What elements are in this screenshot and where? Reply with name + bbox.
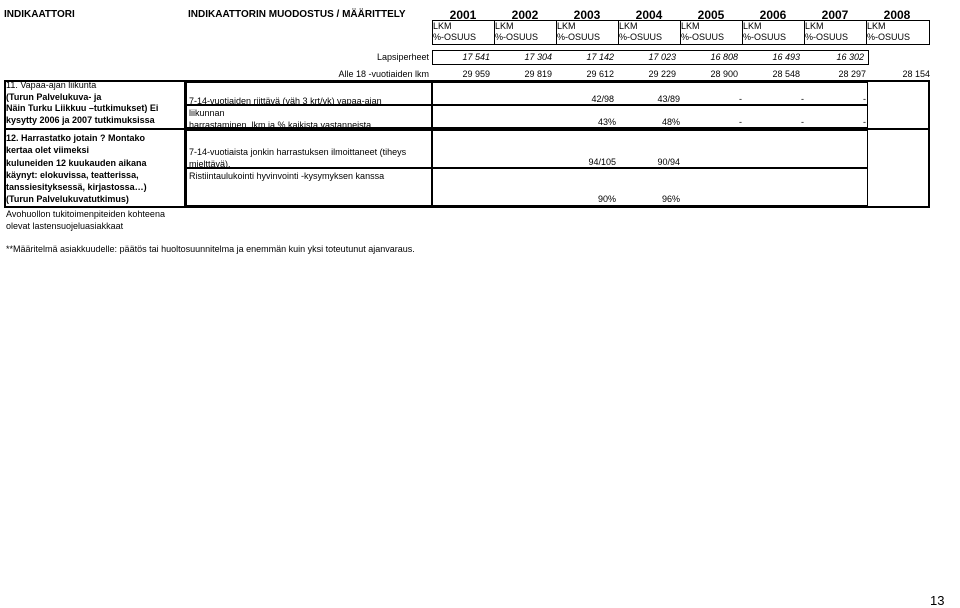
osuus-label: %-OSUUS [495, 32, 539, 42]
s12-definition-line: 7-14-vuotiaista jonkin harrastuksen ilmoittaneet (tiheys [189, 147, 407, 157]
year-2004: 2004 [635, 8, 663, 22]
s11-value: 43/89 [657, 94, 680, 104]
year-2001: 2001 [449, 8, 477, 22]
header-rule-top [432, 20, 930, 21]
s12-definition-line: Ristiintaulukointi hyvinvointi -kysymyksen kanssa [189, 171, 385, 181]
lkm-label: LKM [681, 21, 700, 31]
s11-indicator-text [6, 80, 158, 126]
year-2007: 2007 [821, 8, 849, 22]
lapsiperheet-label: Lapsiperheet [376, 52, 429, 62]
subheader-2005 [681, 21, 724, 43]
subheader-2006 [743, 21, 786, 43]
s12-definition [189, 146, 406, 182]
subheader-2002 [495, 21, 538, 43]
indicator-column-header: INDIKAATTORI [4, 9, 75, 20]
lapsiperheet-value: 16 808 [710, 52, 738, 62]
s11-value: 43% [597, 117, 616, 127]
footnote: **Määritelmä asiakkuudelle: päätös tai huoltosuunnitelma ja enemmän kuin yksi toteutunut ajanvaraus. [6, 244, 415, 254]
s12-indicator-text [6, 132, 147, 206]
header-divider [680, 20, 681, 44]
s12-value: 90/94 [657, 157, 680, 167]
year-2008: 2008 [883, 8, 911, 22]
s12-indicator-line: kertaa olet viimeksi [6, 145, 90, 156]
alle18-value: 29 819 [524, 69, 552, 79]
s12-indicator-line: kuluneiden 12 kuukauden aikana [6, 157, 147, 168]
year-2005: 2005 [697, 8, 725, 22]
alle18-value: 28 297 [838, 69, 866, 79]
alle18-value: 28 900 [710, 69, 738, 79]
lapsiperheet-value: 16 493 [772, 52, 800, 62]
year-2003: 2003 [573, 8, 601, 22]
lkm-label: LKM [619, 21, 638, 31]
s11-definition [189, 95, 382, 131]
s11-definition-line: 7-14-vuotiaiden riittävä (väh 3 krt/vk) vapaa-ajan [189, 96, 382, 106]
subheader-2003 [557, 21, 600, 43]
year-2002: 2002 [511, 8, 539, 22]
s11-value: - [801, 94, 804, 104]
s12-value: 94/105 [588, 157, 616, 167]
s12-value: 90% [597, 194, 616, 204]
osuus-label: %-OSUUS [433, 32, 477, 42]
s11-indicator-title: 11. Vapaa-ajan liikunta [6, 80, 97, 90]
s11-definition-line: liikunnan [189, 108, 225, 118]
header-divider [804, 20, 805, 44]
year-2006: 2006 [759, 8, 787, 22]
s11-value: - [801, 117, 804, 127]
s12-definition-line: mielttävä). [189, 159, 231, 169]
header-divider [929, 20, 930, 44]
lkm-label: LKM [805, 21, 824, 31]
page-number: 13 [930, 593, 945, 608]
subheader-2007 [805, 21, 848, 43]
s11-value: - [739, 117, 742, 127]
next-indicator [6, 208, 165, 232]
lkm-label: LKM [433, 21, 452, 31]
s12-indicator-line: tanssiesityksessä, kirjastossa…) [6, 182, 147, 193]
osuus-label: %-OSUUS [619, 32, 663, 42]
s11-value: 42/98 [591, 94, 614, 104]
s12-indicator-line: käynyt: elokuvissa, teatterissa, [6, 169, 139, 180]
header-divider [432, 20, 433, 44]
header-divider [556, 20, 557, 44]
s12-indicator-title: 12. Harrastatko jotain ? Montako [6, 133, 146, 143]
definition-column-header: INDIKAATTORIN MUODOSTUS / MÄÄRITTELY [188, 9, 406, 20]
header-divider [742, 20, 743, 44]
osuus-label: %-OSUUS [557, 32, 601, 42]
lkm-label: LKM [743, 21, 762, 31]
alle18-value: 29 959 [462, 69, 490, 79]
next-indicator-line: olevat lastensuojeluasiakkaat [6, 221, 124, 231]
header-divider [618, 20, 619, 44]
alle18-label: Alle 18 -vuotiaiden lkm [338, 69, 429, 79]
s11-definition-line: harrastaminen, lkm ja % kaikista vastanneista [189, 120, 372, 130]
lapsiperheet-value: 17 023 [648, 52, 676, 62]
subheader-2008 [867, 21, 910, 43]
header-divider [494, 20, 495, 44]
lapsiperheet-value: 16 302 [836, 52, 864, 62]
osuus-label: %-OSUUS [681, 32, 725, 42]
s11-indicator-line: (Turun Palvelukuva- ja [6, 91, 102, 102]
next-indicator-line: Avohuollon tukitoimenpiteiden kohteena [6, 209, 165, 219]
subheader-2004 [619, 21, 662, 43]
s11-value: - [863, 94, 866, 104]
s11-indicator-line: kysytty 2006 ja 2007 tutkimuksissa [6, 114, 155, 125]
lkm-label: LKM [557, 21, 576, 31]
s11-value: - [739, 94, 742, 104]
lapsiperheet-value: 17 142 [586, 52, 614, 62]
header-divider [866, 20, 867, 44]
header-rule-bottom [432, 44, 930, 45]
lkm-label: LKM [867, 21, 886, 31]
s12-indicator-line: (Turun Palvelukuvatutkimus) [6, 194, 129, 205]
alle18-value: 29 229 [648, 69, 676, 79]
s12-value: 96% [661, 194, 680, 204]
s11-value: - [863, 117, 866, 127]
osuus-label: %-OSUUS [743, 32, 787, 42]
lkm-label: LKM [495, 21, 514, 31]
lapsiperheet-value: 17 541 [462, 52, 490, 62]
osuus-label: %-OSUUS [805, 32, 849, 42]
alle18-value: 28 154 [902, 69, 930, 79]
lapsiperheet-value: 17 304 [524, 52, 552, 62]
s11-value: 48% [661, 117, 680, 127]
subheader-2001 [433, 21, 476, 43]
s11-indicator-line: Näin Turku Liikkuu –tutkimukset) Ei [6, 103, 159, 113]
osuus-label: %-OSUUS [867, 32, 911, 42]
alle18-value: 28 548 [772, 69, 800, 79]
alle18-value: 29 612 [586, 69, 614, 79]
